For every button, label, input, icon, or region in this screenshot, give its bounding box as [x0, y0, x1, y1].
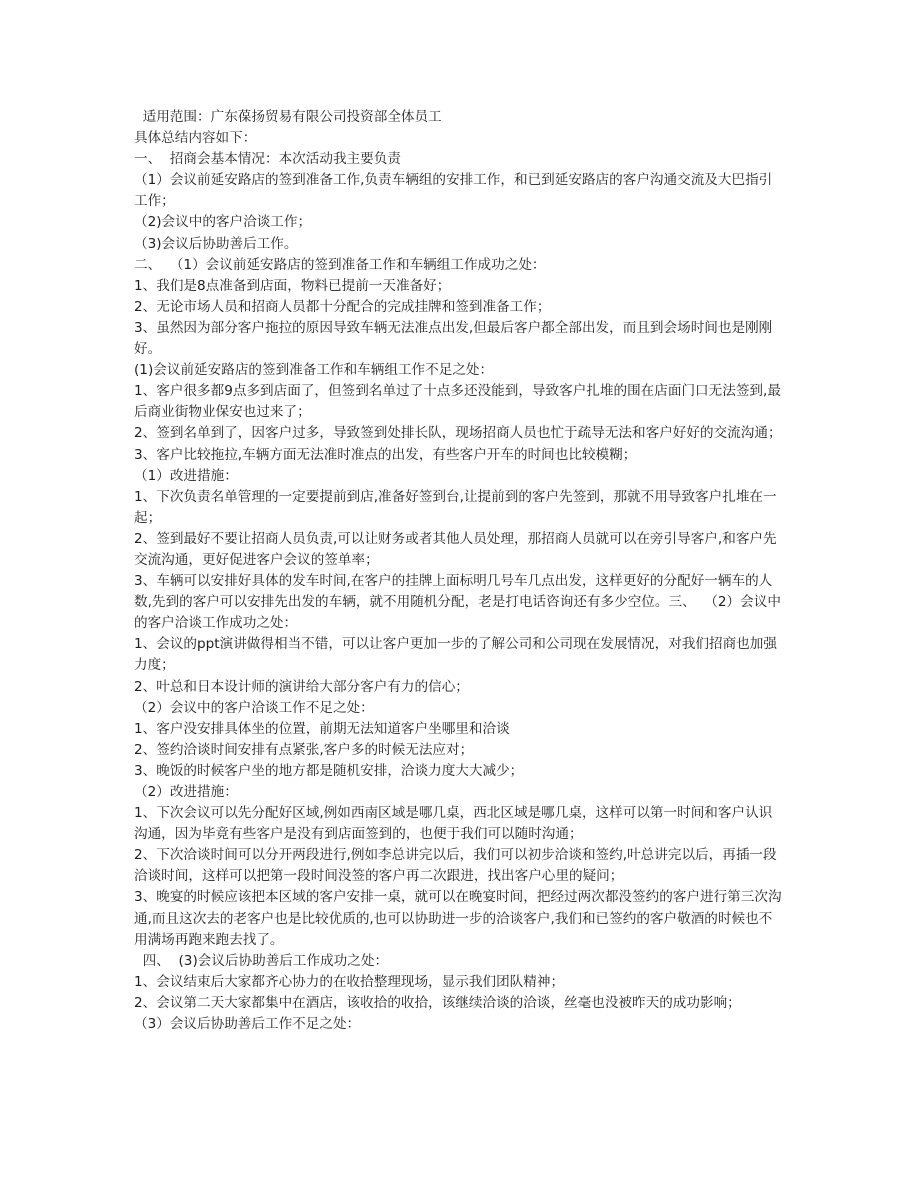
list-item: 2、叶总和日本设计师的演讲给大部分客户有力的信心； — [134, 678, 469, 695]
duty-item-2: （2)会议中的客户洽谈工作； — [134, 214, 312, 231]
list-item: 2、下次洽谈时间可以分开两段进行,例如李总讲完以后，我们可以初步洽谈和签约,叶总讲完以后，再插一段洽谈时间，这样可以把第一段时间没签的客户再二次跟进，找出客户心里的疑问； — [134, 847, 777, 885]
summary-intro: 具体总结内容如下： — [134, 130, 257, 147]
list-item: 2、签到最好不要让招商人员负责,可以让财务或者其他人员处理，那招商人员就可以在旁引导客户,和客户先交流沟通，更好促进客户会议的签单率； — [134, 530, 777, 568]
section-heading-2: 二、 （1）会议前延安路店的签到准备工作和车辆组工作成功之处： — [134, 256, 546, 273]
list-item: 1、我们是8点准备到店面，物料已提前一天准备好； — [134, 277, 451, 294]
list-item: 1、客户很多都9点多到店面了，但签到名单过了十点多还没能到，导致客户扎堆的围在店面门口无法签到,最后商业街物业保安也过来了； — [134, 383, 781, 421]
subsection-heading: （3）会议后协助善后工作不足之处： — [134, 1016, 361, 1033]
list-item: 3、虽然因为部分客户拖拉的原因导致车辆无法准点出发,但最后客户都全部出发，而且到会场时间也是刚刚好。 — [134, 319, 773, 358]
subsection-heading: （2）改进措施： — [134, 784, 238, 800]
section-heading-1: 一、 招商会基本情况：本次活动我主要负责 — [134, 151, 401, 168]
subsection-heading: （2）会议中的客户洽谈工作不足之处： — [134, 699, 374, 716]
list-item: 3、客户比较拖拉,车辆方面无法准时准点的出发，有些客户开车的时间也比较模糊； — [134, 446, 637, 463]
document-body — [134, 107, 784, 1035]
list-item: 2、无论市场人员和招商人员都十分配合的完成挂牌和签到准备工作； — [134, 298, 551, 315]
subsection-heading: （1）改进措施： — [134, 467, 238, 484]
list-item: 1、客户没安排具体坐的位置，前期无法知道客户坐哪里和洽谈 — [134, 720, 510, 737]
list-item: 3、车辆可以安排好具体的发车时间,在客户的挂牌上面标明几号车几点出发，这样更好的分配好一辆车的人数,先到的客户可以安排先出发的车辆，就不用随机分配，老是打电话咨询还有多少空位。三、 （2）会议中的客户洽谈工作成功之处： — [134, 573, 781, 632]
list-item: 1、会议结束后大家都齐心协力的在收拾整理现场，显示我们团队精神； — [134, 973, 565, 990]
list-item: 2、签到名单到了，因客户过多，导致签到处排长队，现场招商人员也忙于疏导无法和客户好好的交流沟通； — [134, 425, 782, 442]
section-heading-4: 四、 (3)会议后协助善后工作成功之处： — [134, 952, 389, 969]
list-item: 2、会议第二天大家都集中在酒店，该收拾的收拾，该继续洽谈的洽谈，丝毫也没被昨天的成功影响； — [134, 994, 741, 1011]
list-item: 2、签约洽谈时间安排有点紧张,客户多的时候无法应对； — [134, 741, 474, 758]
list-item: 3、晚饭的时候客户坐的地方都是随机安排，洽谈力度大大减少； — [134, 762, 524, 779]
duty-item-1: （1）会议前延安路店的签到准备工作,负责车辆组的安排工作，和已到延安路店的客户沟通交流及大巴指引工作； — [134, 172, 773, 210]
list-item: 1、下次会议可以先分配好区域,例如西南区域是哪几桌，西北区域是哪几桌，这样可以第一时间和客户认识沟通，因为毕竟有些客户是没有到店面签到的，也便于我们可以随时沟通； — [134, 805, 773, 843]
list-item: 1、下次负责名单管理的一定要提前到店,准备好签到台,让提前到的客户先签到，那就不用导致客户扎堆在一起； — [134, 488, 777, 526]
scope-line: 适用范围：广东葆扬贸易有限公司投资部全体员工 — [134, 109, 442, 125]
duty-item-3: （3)会议后协助善后工作。 — [134, 235, 298, 252]
list-item: 3、晚宴的时候应该把本区域的客户安排一桌，就可以在晚宴时间，把经过两次都没签约的客户进行第三次沟通,而且这次去的老客户也是比较优质的,也可以协助进一步的洽谈客户,我们和已签约的客户敬酒的时候也不用满场再跑来跑去找了。 — [134, 889, 782, 948]
subsection-heading: (1)会议前延安路店的签到准备工作和车辆组工作不足之处： — [134, 362, 494, 379]
list-item: 1、会议的ppt演讲做得相当不错，可以让客户更加一步的了解公司和公司现在发展情况，对我们招商也加强力度； — [134, 636, 777, 674]
